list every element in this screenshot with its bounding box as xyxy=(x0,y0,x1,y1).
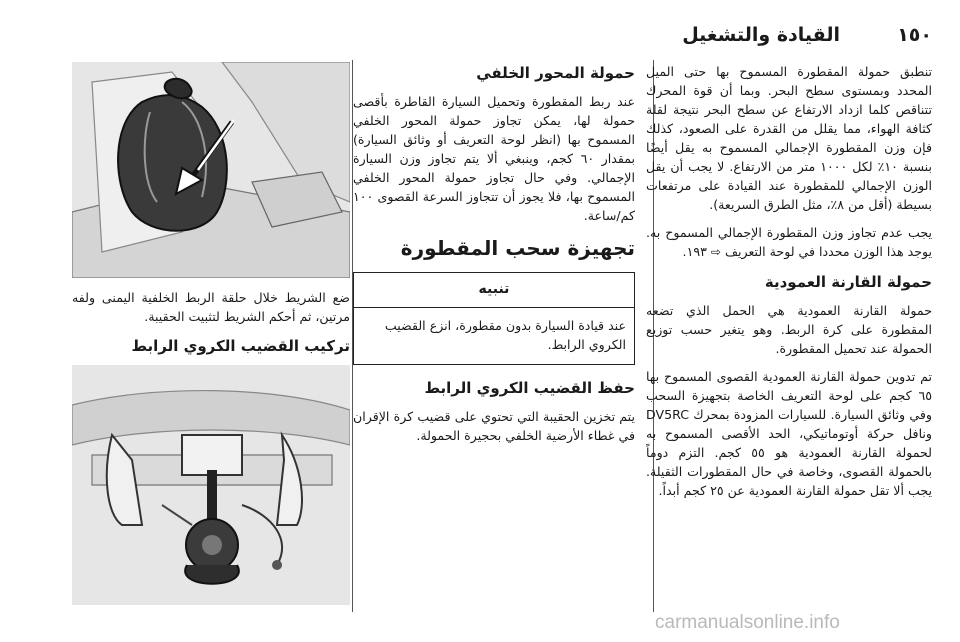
trunk-bag-drawing xyxy=(72,62,350,278)
tow-bar-drawing xyxy=(72,365,350,605)
warning-text: يجب عدم تجاوز وزن المقطورة الإجمالي المسموح به. يوجد هذا الوزن محددا في لوحة التعريف xyxy=(646,225,932,259)
notice-title: تنبيه xyxy=(354,273,634,308)
paragraph-weight-warning xyxy=(646,223,932,262)
illustration-tow-bar-underside xyxy=(72,365,350,605)
paragraph-ball-bar-storage: يتم تخزين الحقيبة التي تحتوي على قضيب كرة الإقران في غطاء الأرضية الخلفي بحجيرة الحمولة. xyxy=(353,409,635,443)
heading-rear-axle-load: حمولة المحور الخلفي xyxy=(476,64,635,82)
column-middle xyxy=(353,62,635,454)
paragraph-vertical-load-2: تم تدوين حمولة القارنة العمودية القصوى المسموح بها ٦٥ كجم على لوحة التعريف الخاصة بتجهيزة السحب وفي وثائق السيارة. للسيارات المزودة بمحرك DV5RC ونافل حركة أوتوماتيكي، الحد الأقصى المسموح به لحمولة القارنة العمودية هو ٥٥ كجم. التزم دوماً بالحمولة القصوى، وخاصة في حال المقطورات الثقيلة. يجب ألا تقل حمولة القارنة العمودية عن ٢٥ كجم أبداً. xyxy=(646,369,932,498)
illustration-trunk-bag xyxy=(72,62,350,278)
heading-ball-bar-install: تركيب القضيب الكروي الرابط xyxy=(131,337,350,355)
notice-box xyxy=(353,272,635,365)
illustration-caption: ضع الشريط خلال حلقة الربط الخلفية اليمنى ولفه مرتين، ثم أحكم الشريط لتثبيت الحقيبة. xyxy=(72,290,350,324)
paragraph-rear-axle-load: عند ربط المقطورة وتحميل السيارة القاطرة بأقصى حمولة لها، يمكن تجاوز حمولة المحور الخلفي المسموح بها (انظر لوحة التعريف أو وثائق السيارة) بمقدار ٦٠ كجم، وينبغي ألا يتم تجاوز وزن السيارة الإجمالي. وفي حال تجاوز حمولة المحور الخلفي المسموح بها، فلا يجوز أن تتجاوز السرعة القصوى ١٠٠ كم/ساعة. xyxy=(353,94,636,223)
page-number: ١٥٠ xyxy=(897,24,932,46)
paragraph-vertical-load-1: حمولة القارنة العمودية هي الحمل الذي تضعه المقطورة على كرة الربط. وهو يتغير حسب توزيع الحمولة عند تحميل المقطورة. xyxy=(646,303,932,356)
notice-text: عند قيادة السيارة بدون مقطورة، انزع القضيب الكروي الرابط. xyxy=(384,318,626,352)
heading-vertical-load: حمولة القارنة العمودية xyxy=(764,273,932,291)
chapter-title: القيادة والتشغيل xyxy=(682,24,840,46)
heading-towing-equipment: تجهيزة سحب المقطورة xyxy=(400,236,635,260)
paragraph-altitude: تنطبق حمولة المقطورة المسموح بها حتى الميل المحدد وبمستوى سطح البحر. وبما أن قوة المحرك تتناقص كلما ازداد الارتفاع عن سطح البحر نتيجة لقلة كثافة الهواء، مما يقلل من القدرة على الصعود، كذلك فإن وزن المقطورة الإجمالي المسموح به يقل أيضًا بنسبة ١٠٪ لكل ١٠٠٠ متر من الارتفاع. لا يجب أن يقل الوزن الإجمالي للمقطورة عند القيادة على مرتفعات بسيطة (أقل من ٨٪، مثل الطرق السريعة). xyxy=(646,64,932,212)
watermark-text: carmanualsonline.info xyxy=(655,612,840,633)
page-reference-number: ١٩٣. xyxy=(682,244,707,259)
page-header xyxy=(28,22,932,50)
column-left xyxy=(72,62,350,615)
column-right xyxy=(646,62,932,509)
heading-ball-bar-storage: حفظ القضيب الكروي الرابط xyxy=(424,379,635,397)
page-reference-icon: ⇨ xyxy=(710,245,721,259)
